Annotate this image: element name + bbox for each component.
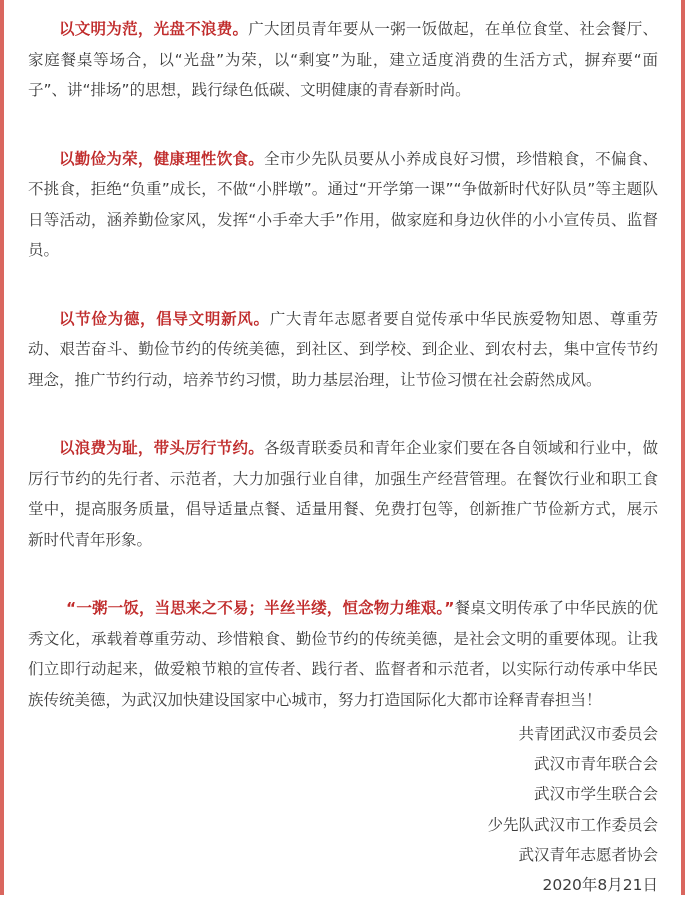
article-body [28, 14, 658, 753]
signature-block [487, 719, 658, 900]
paragraph-2 [28, 144, 658, 266]
signatory-2: 武汉市青年联合会 [533, 755, 658, 774]
paragraph-4-lead: 以浪费为耻，带头厉行节约。 [59, 439, 265, 457]
paragraph-3 [28, 304, 658, 396]
signatory-5: 武汉青年志愿者协会 [518, 845, 658, 864]
paragraph-3-text: 广大青年志愿者要自觉传承中华民族爱物知恩、尊重劳动、艰苦奋斗、勤俭节约的传统美德，到社区、到学校、到企业、到农村去，集中宣传节约理念，推广节约行动，培养节约习惯，助力基层治理，让节俭习惯在社会蔚然成风。 [28, 309, 658, 389]
paragraph-2-text: 全市少先队员要从小养成良好习惯，珍惜粮食，不偏食、不挑食，拒绝“负重”成长，不做“小胖墩”。通过“开学第一课”“争做新时代好队员”等主题队日等活动，涵养勤俭家风，发挥“小手牵大手”作用，做家庭和身边伙伴的小小宣传员、监督员。 [28, 149, 658, 259]
paragraph-1 [28, 14, 658, 106]
paragraph-3-lead: 以节俭为德，倡导文明新风。 [59, 309, 270, 328]
paragraph-1-text: 广大团员青年要从一粥一饭做起，在单位食堂、社会餐厅、家庭餐桌等场合，以“光盘”为荣，以“剩宴”为耻，建立适度消费的生活方式，摒弃要“面子”、讲“排场”的思想，践行绿色低碳、文明健康的青春新时尚。 [28, 20, 658, 99]
signatory-3: 武汉市学生联合会 [533, 785, 658, 804]
paragraph-4-text: 各级青联委员和青年企业家们要在各自领域和行业中，做厉行节约的先行者、示范者，大力加强行业自律，加强生产经营管理。在餐饮行业和职工食堂中，提高服务质量，倡导适量点餐、适量用餐、免费打包等，创新推广节俭新方式，展示新时代青年形象。 [28, 439, 658, 549]
paragraph-5-text: 餐桌文明传承了中华民族的优秀文化，承载着尊重劳动、珍惜粮食、勤俭节约的传统美德，是社会文明的重要体现。让我们立即行动起来，做爱粮节粮的宣传者、践行者、监督者和示范者，以实际行动传承中华民族传统美德，为武汉加快建设国家中心城市，努力打造国际化大都市诠释青春担当！ [28, 599, 658, 709]
paragraph-1-lead: 以文明为范，光盘不浪费。 [59, 20, 249, 38]
signatory-4: 少先队武汉市工作委员会 [487, 815, 658, 834]
paragraph-4 [28, 433, 658, 555]
issue-date: 2020年8月21日 [542, 876, 658, 895]
paragraph-5 [28, 593, 658, 715]
signatory-1: 共青团武汉市委员会 [518, 725, 658, 743]
paragraph-5-quote: “一粥一饭，当思来之不易；半丝半缕，恒念物力维艰。” [66, 599, 455, 617]
paragraph-2-lead: 以勤俭为荣，健康理性饮食。 [59, 149, 265, 168]
